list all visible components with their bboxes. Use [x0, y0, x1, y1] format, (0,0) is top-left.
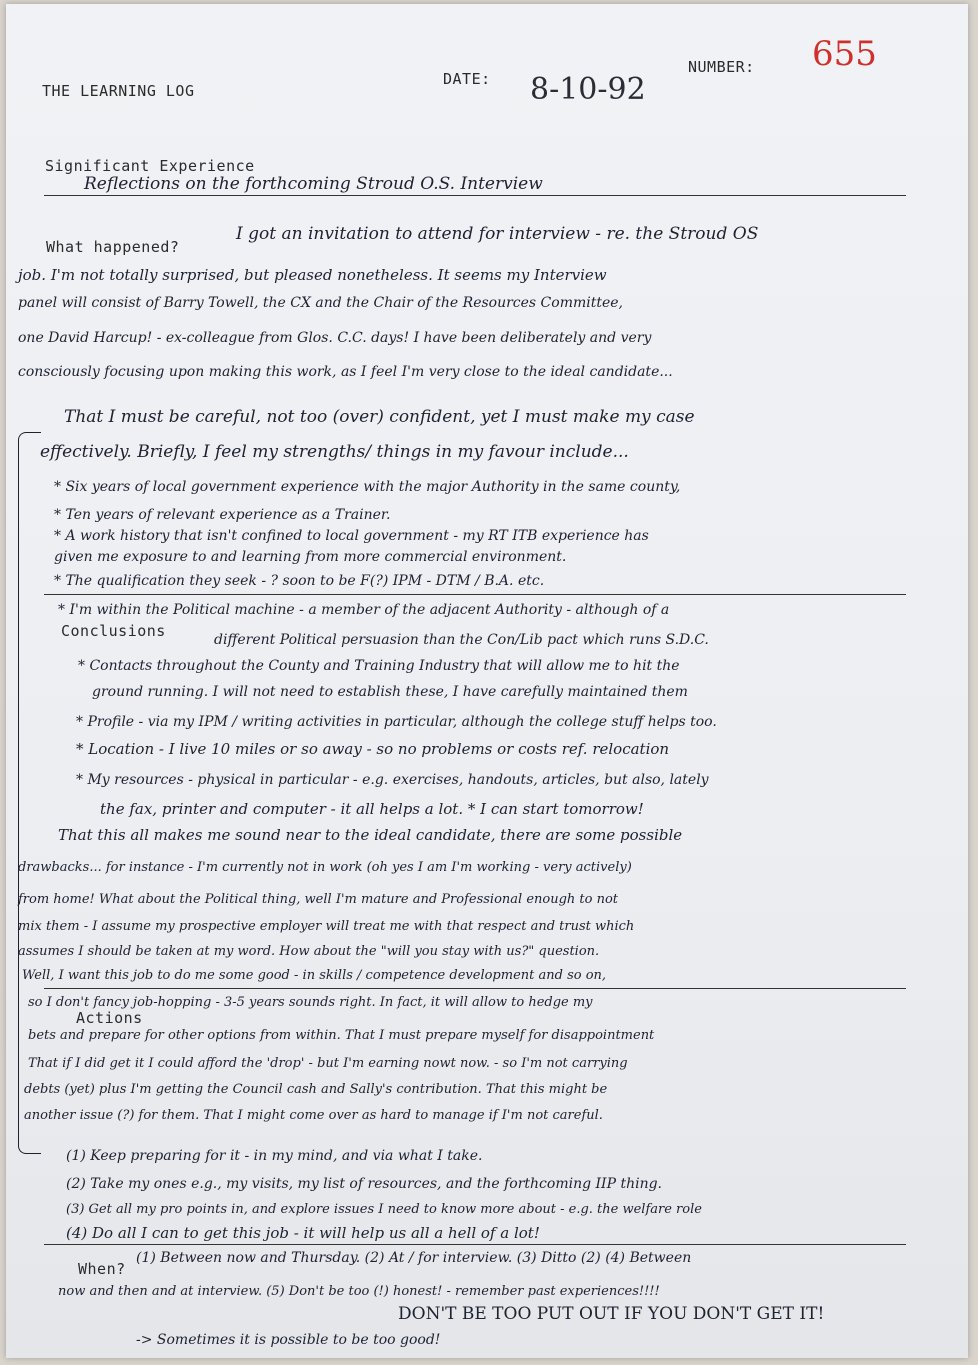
conclusions-line: different Political persuasion than the Con/Lib pact which runs S.D.C. [214, 632, 709, 648]
actions-line: (4) Do all I can to get this job - it will help us all a hell of a lot! [66, 1224, 540, 1242]
actions-rule [44, 1244, 906, 1245]
conclusions-line: so I don't fancy job-hopping - 3-5 years sounds right. In fact, it will allow to hedge my [28, 995, 593, 1010]
when-line: now and then and at interview. (5) Don't be too (!) honest! - remember past experiences!!!! [58, 1284, 660, 1299]
actions-line: (3) Get all my pro points in, and explore issues I need to know more about - e.g. the welfare role [66, 1202, 702, 1217]
number-value: 655 [812, 34, 877, 74]
when-line: DON'T BE TOO PUT OUT IF YOU DON'T GET IT! [398, 1304, 825, 1324]
conclusions-line: the fax, printer and computer - it all helps a lot. * I can start tomorrow! [100, 800, 644, 818]
when-line: (1) Between now and Thursday. (2) At / for interview. (3) Ditto (2) (4) Between [136, 1250, 692, 1266]
actions-line: (2) Take my ones e.g., my visits, my list of resources, and the forthcoming IIP thing. [66, 1176, 662, 1192]
conclusions-label: Conclusions [61, 622, 166, 640]
conclusions-line: mix them - I assume my prospective employer will treat me with that respect and trust which [18, 919, 635, 934]
when-line: -> Sometimes it is possible to be too good! [136, 1332, 441, 1348]
happened-label: What happened? [46, 238, 180, 256]
actions-line: another issue (?) for them. That I might come over as hard to manage if I'm not careful. [24, 1108, 603, 1123]
number-label: NUMBER: [688, 58, 755, 76]
happened-line: That I must be careful, not too (over) confident, yet I must make my case [64, 407, 695, 427]
significant-label: Significant Experience [45, 157, 255, 175]
actions-label: Actions [76, 1009, 143, 1027]
happened-line: * Ten years of relevant experience as a Trainer. [54, 507, 391, 523]
happened-line: job. I'm not totally surprised, but pleased nonetheless. It seems my Interview [18, 266, 607, 284]
significant-rule [44, 195, 906, 196]
happened-rule [44, 594, 906, 595]
conclusions-line: from home! What about the Political thing, well I'm mature and Professional enough to not [18, 892, 619, 907]
date-value: 8-10-92 [530, 72, 646, 107]
conclusions-line: * I'm within the Political machine - a member of the adjacent Authority - although of a [58, 602, 670, 618]
conclusions-line: That this all makes me sound near to the ideal candidate, there are some possible [58, 826, 683, 844]
when-label: When? [78, 1260, 126, 1278]
conclusions-line: drawbacks... for instance - I'm currently not in work (oh yes I am I'm working - very actively) [18, 860, 632, 875]
happened-line: * The qualification they seek - ? soon to be F(?) IPM - DTM / B.A. etc. [54, 573, 545, 589]
actions-line: debts (yet) plus I'm getting the Council cash and Sally's contribution. That this might be [24, 1082, 608, 1097]
happened-line: one David Harcup! - ex-colleague from Glos. C.C. days! I have been deliberately and very [18, 330, 652, 346]
actions-line: bets and prepare for other options from within. That I must prepare myself for disappointment [28, 1028, 655, 1043]
happened-line: * A work history that isn't confined to local government - my RT ITB experience has [54, 528, 649, 544]
happened-line: * Six years of local government experience with the major Authority in the same county, [54, 479, 681, 495]
actions-line: That if I did get it I could afford the 'drop' - but I'm earning nowt now. - so I'm not carrying [28, 1056, 628, 1071]
happened-line: panel will consist of Barry Towell, the CX and the Chair of the Resources Committee, [18, 295, 624, 311]
conclusions-line: * My resources - physical in particular - e.g. exercises, handouts, articles, but also, lately [76, 772, 709, 788]
learning-log-sheet [6, 4, 968, 1358]
conclusions-line: assumes I should be taken at my word. How about the "will you stay with us?" question. [18, 944, 600, 959]
conclusions-rule [44, 988, 906, 989]
conclusions-line: Well, I want this job to do me some good - in skills / competence development and so on, [22, 968, 607, 983]
log-title: THE LEARNING LOG [42, 82, 195, 100]
happened-line: I got an invitation to attend for interview - re. the Stroud OS [236, 224, 759, 244]
happened-line: effectively. Briefly, I feel my strengths/ things in my favour include... [40, 442, 629, 462]
happened-line: given me exposure to and learning from more commercial environment. [54, 549, 567, 565]
conclusions-line: * Contacts throughout the County and Training Industry that will allow me to hit the [78, 658, 680, 674]
conclusions-line: * Location - I live 10 miles or so away - so no problems or costs ref. relocation [76, 740, 670, 758]
conclusions-line: ground running. I will not need to establish these, I have carefully maintained them [92, 684, 688, 700]
conclusions-line: * Profile - via my IPM / writing activities in particular, although the college stuff helps too. [76, 714, 717, 730]
happened-line: consciously focusing upon making this work, as I feel I'm very close to the ideal candidate... [18, 364, 673, 380]
margin-bracket [18, 432, 41, 1154]
significant-text: Reflections on the forthcoming Stroud O.S. Interview [84, 174, 543, 194]
date-label: DATE: [443, 70, 491, 88]
actions-line: (1) Keep preparing for it - in my mind, and via what I take. [66, 1148, 483, 1164]
